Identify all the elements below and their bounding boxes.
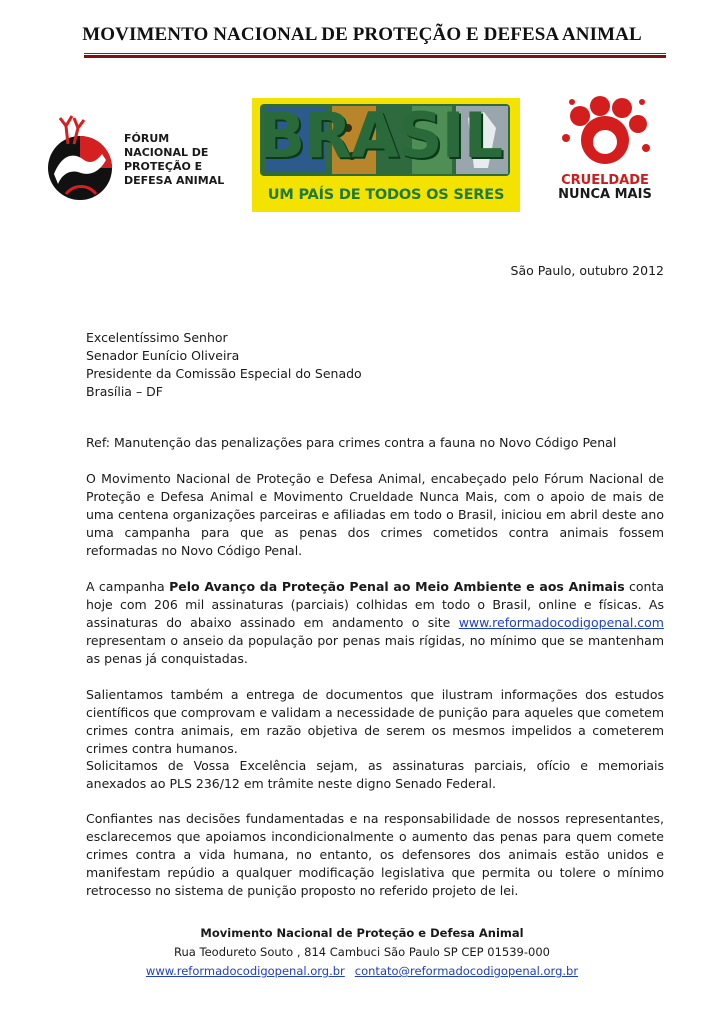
document-header-title: MOVIMENTO NACIONAL DE PROTEÇÃO E DEFESA ANIMAL bbox=[82, 24, 642, 45]
header-rule-thick bbox=[84, 55, 666, 58]
letter-date: São Paulo, outubro 2012 bbox=[510, 263, 664, 278]
forum-logo-line: FÓRUM bbox=[124, 132, 170, 145]
addressee-line: Excelentíssimo Senhor bbox=[86, 330, 228, 345]
campaign-site-link[interactable]: www.reformadocodigopenal.com bbox=[458, 615, 664, 630]
footer-organization: Movimento Nacional de Proteção e Defesa Animal bbox=[200, 926, 524, 940]
footer-email-link[interactable]: contato@reformadocodigopenal.org.br bbox=[354, 964, 579, 978]
crueldade-logo-line1: CRUELDADE bbox=[561, 173, 649, 188]
forum-logo-line: PROTEÇÃO E bbox=[124, 160, 203, 173]
footer-site-link[interactable]: www.reformadocodigopenal.org.br bbox=[145, 964, 345, 978]
paragraph-2-text: A campanha bbox=[86, 579, 170, 594]
paragraph-2-text: conta hoje com 206 mil assinaturas (parciais) colhidas em todo o Brasil, online e físicas. As assinaturas do abaixo assinado em andamento o site bbox=[86, 579, 664, 630]
paragraph-2-text: representam o anseio da população por penas mais rígidas, no mínimo que se mantenham as penas já conquistadas. bbox=[86, 633, 664, 666]
paw-splatter-icon bbox=[550, 92, 660, 176]
brasil-logo-word: BRASIL bbox=[258, 99, 503, 172]
addressee-line: Brasília – DF bbox=[86, 384, 163, 399]
forum-logo-line: DEFESA ANIMAL bbox=[124, 174, 225, 187]
addressee-line: Senador Eunício Oliveira bbox=[86, 348, 240, 363]
addressee-block bbox=[86, 329, 664, 401]
forum-nacional-logo bbox=[44, 104, 224, 214]
header-rule-thin bbox=[84, 53, 666, 54]
addressee-line: Presidente da Comissão Especial do Senado bbox=[86, 366, 362, 381]
paragraph-4: Solicitamos de Vossa Excelência sejam, as assinaturas parciais, ofício e memoriais anexados ao PLS 236/12 em trâmite neste digno Senado Federal. bbox=[86, 758, 664, 791]
paragraph-3: Salientamos também a entrega de documentos que ilustram informações dos estudos científicos que comprovam e validam a necessidade de punição para aqueles que cometem crimes contra animais, em razão objetiva de serem os mesmos impelidos a cometerem crimes contra humanos. bbox=[86, 687, 664, 756]
crueldade-logo-line2: NUNCA MAIS bbox=[558, 187, 652, 202]
reference-line: Ref: Manutenção das penalizações para crimes contra a fauna no Novo Código Penal bbox=[86, 435, 617, 450]
forum-logo-text bbox=[124, 132, 224, 188]
footer-links bbox=[0, 964, 724, 978]
paragraph-2 bbox=[86, 578, 664, 668]
paragraph-1: O Movimento Nacional de Proteção e Defesa Animal, encabeçado pelo Fórum Nacional de Proteção e Defesa Animal e Movimento Crueldade Nunca Mais, com o apoio de mais de uma centena organizações parceiras e afiliadas em todo o Brasil, iniciou em abril deste ano uma campanha para que as penas dos crimes cometidos contra animais fossem reformadas no Novo Código Penal. bbox=[86, 471, 664, 558]
paragraph-5: Confiantes nas decisões fundamentadas e na responsabilidade de nossos representantes, esclarecemos que apoiamos incondicionalmente o aumento das penas para quem comete crimes contra a vida humana, no entanto, os defensores dos animais estão unidos e manifestam repúdio a qualquer modificação legislativa que permita ou tolere o mínimo retrocesso no sistema de punição proposto no referido projeto de lei. bbox=[86, 811, 664, 898]
footer-address: Rua Teodureto Souto , 814 Cambuci São Paulo SP CEP 01539-000 bbox=[174, 945, 550, 959]
brasil-logo-tagline: UM PAÍS DE TODOS OS SERES bbox=[267, 187, 505, 203]
forum-logo-line: NACIONAL DE bbox=[124, 146, 209, 159]
campaign-name: Pelo Avanço da Proteção Penal ao Meio Ambiente e aos Animais bbox=[169, 579, 625, 594]
crueldade-nunca-mais-logo bbox=[550, 92, 660, 210]
brasil-campaign-logo bbox=[252, 98, 520, 212]
forum-emblem-icon bbox=[44, 104, 124, 214]
